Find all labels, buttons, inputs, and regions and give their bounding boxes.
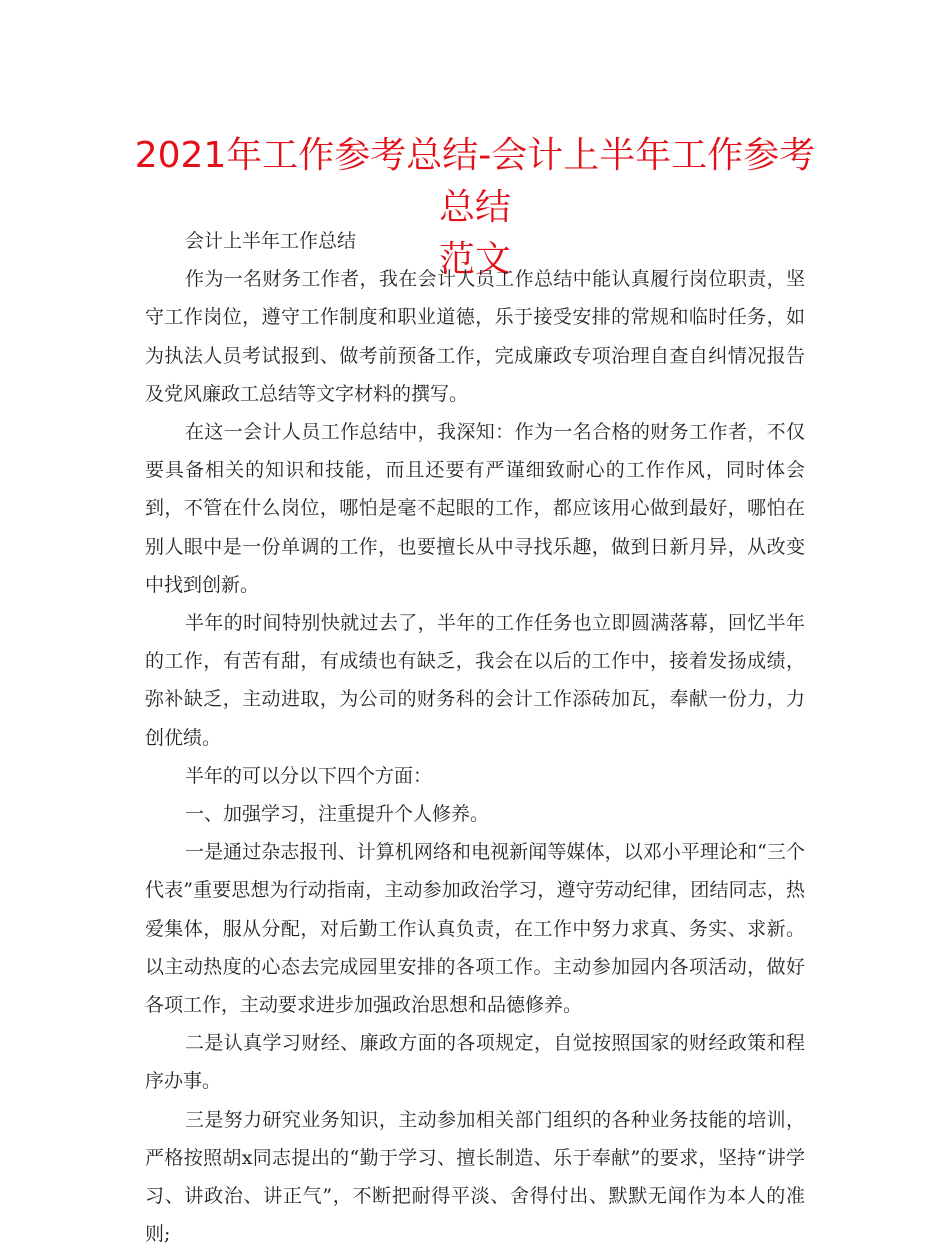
body-paragraph: 半年的时间特别快就过去了，半年的工作任务也立即圆满落幕，回忆半年的工作，有苦有甜，有成绩也有缺乏，我会在以后的工作中，接着发扬成绩，弥补缺乏，主动进取，为公司的财务科的会计工作添砖加瓦，奉献一份力，力创优绩。 — [145, 612, 805, 749]
body-paragraph: 三是努力研究业务知识，主动参加相关部门组织的各种业务技能的培训，严格按照胡x同志提出的“勤于学习、擅长制造、乐于奉献”的要求，坚持“讲学习、讲政治、讲正气”，不断把耐得平淡、舍得付出、默默无闻作为本人的准则; — [145, 1108, 805, 1246]
section-heading: 一、加强学习，注重提升个人修养。 — [185, 803, 490, 826]
title-line-2: 范文 — [438, 239, 511, 280]
subtitle-paragraph: 会计上半年工作总结 — [185, 230, 357, 252]
body-paragraph: 在这一会计人员工作总结中，我深知：作为一名合格的财务工作者，不仅要具备相关的知识和技能，而且还要有严谨细致耐心的工作作风，同时体会到，不管在什么岗位，哪怕是毫不起眼的工作，都应该用心做到最好，哪怕在别人眼中是一份单调的工作，也要擅长从中寻找乐趣，做到日新月异，从改变中找到创新。 — [145, 421, 805, 596]
title-line-1: 2021年工作参考总结-会计上半年工作参考总结 — [134, 135, 816, 228]
body-paragraph: 作为一名财务工作者，我在会计人员工作总结中能认真履行岗位职责，坚守工作岗位，遵守工作制度和职业道德，乐于接受安排的常规和临时任务，如为执法人员考试报到、做考前预备工作，完成廉政专项治理自查自纠情况报告及党风廉政工总结等文字材料的撰写。 — [145, 268, 805, 405]
body-paragraph: 一是通过杂志报刊、计算机网络和电视新闻等媒体，以邓小平理论和“三个代表”重要思想为行动指南，主动参加政治学习，遵守劳动纪律，团结同志，热爱集体，服从分配，对后勤工作认真负责，在工作中努力求真、务实、求新。以主动热度的心态去完成园里安排的各项工作。主动参加园内各项活动，做好各项工作，主动要求进步加强政治思想和品德修养。 — [145, 841, 805, 1017]
body-paragraph: 半年的可以分以下四个方面： — [185, 764, 433, 787]
body-paragraph: 二是认真学习财经、廉政方面的各项规定，自觉按照国家的财经政策和程序办事。 — [145, 1032, 805, 1093]
document-body — [145, 222, 805, 1253]
